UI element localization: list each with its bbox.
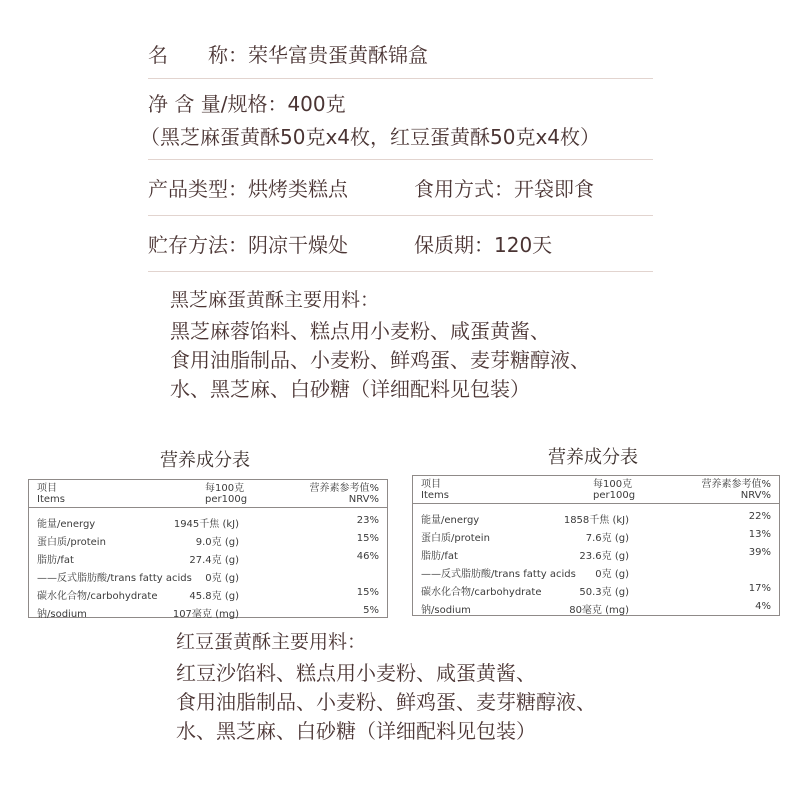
nutrition-title: 营养成分表 [160, 450, 250, 471]
row-name: 脂肪/fat [421, 551, 458, 562]
row-name: 蛋白质/protein [37, 537, 106, 548]
row-value: 7.6克 (g) [585, 533, 629, 544]
usage-label: 食用方式： [414, 177, 514, 201]
table-row [413, 598, 779, 616]
row-nrv: 15% [356, 587, 379, 598]
table-row [29, 548, 387, 566]
row-name: 碳水化合物/carbohydrate [37, 591, 158, 602]
spec-row-storage [148, 216, 653, 272]
row-value: 1945千焦 (kJ) [173, 519, 239, 530]
product-spec [140, 28, 653, 272]
ingredients-sesame [170, 286, 590, 404]
row-name: ——反式脂肪酸/trans fatty acids [421, 569, 576, 580]
table-row [29, 566, 387, 584]
spec-row-net [140, 79, 653, 160]
name-label: 名 称： [148, 42, 248, 67]
header-per-en: per100g [593, 490, 636, 501]
header-per-cn: 每100克 [593, 479, 633, 490]
shelf-value: 120天 [494, 233, 553, 257]
row-name: 蛋白质/protein [421, 533, 490, 544]
row-name: 脂肪/fat [37, 555, 74, 566]
row-nrv: 5% [363, 605, 379, 616]
type-value: 烘烤类糕点 [248, 177, 348, 201]
ingredients-line: 红豆沙馅料、糕点用小麦粉、咸蛋黄酱、 [176, 661, 536, 685]
table-row [413, 508, 779, 526]
row-nrv: 15% [356, 533, 379, 544]
row-nrv: 22% [748, 511, 771, 522]
row-value: 45.8克 (g) [189, 591, 239, 602]
table-row [413, 526, 779, 544]
row-value: 50.3克 (g) [579, 587, 629, 598]
row-name: 碳水化合物/carbohydrate [421, 587, 542, 598]
table-row [413, 580, 779, 598]
header-item-en: Items [37, 494, 65, 505]
ingredients-title: 红豆蛋黄酥主要用料： [176, 631, 367, 653]
row-value: 27.4克 (g) [189, 555, 239, 566]
row-name: 能量/energy [37, 519, 96, 530]
ingredients-line: 水、黑芝麻、白砂糖（详细配料见包装） [176, 719, 536, 743]
header-item-cn: 项目 [37, 483, 57, 494]
header-per-en: per100g [205, 494, 248, 505]
nutrition-table-right [412, 475, 780, 616]
ingredients-line: 水、黑芝麻、白砂糖（详细配料见包装） [170, 377, 530, 401]
net-label: 净 含 量/规格： [148, 92, 288, 116]
row-nrv: 13% [748, 529, 771, 540]
ingredients-redbean [176, 628, 596, 746]
table-row [29, 602, 387, 620]
nutrition-title: 营养成分表 [548, 447, 638, 468]
row-value: 80毫克 (mg) [569, 605, 629, 616]
row-nrv: 17% [748, 583, 771, 594]
net-value: 400克 [287, 92, 346, 116]
row-nrv: 4% [755, 601, 771, 612]
row-name: 钠/sodium [37, 609, 87, 620]
table-row [413, 544, 779, 562]
table-header [413, 476, 779, 504]
net-detail: （黑芝麻蛋黄酥50克x4枚，红豆蛋黄酥50克x4枚） [140, 125, 601, 149]
header-per-cn: 每100克 [205, 483, 245, 494]
spec-row-name [148, 28, 653, 79]
table-row [413, 562, 779, 580]
spec-row-type [148, 160, 653, 216]
table-row [29, 512, 387, 530]
header-item-cn: 项目 [421, 479, 441, 490]
table-row [29, 530, 387, 548]
ingredients-title: 黑芝麻蛋黄酥主要用料： [170, 289, 380, 311]
row-name: 钠/sodium [421, 605, 471, 616]
row-value: 0克 (g) [595, 569, 629, 580]
row-nrv: 23% [356, 515, 379, 526]
table-row [29, 584, 387, 602]
row-nrv: 39% [748, 547, 771, 558]
ingredients-line: 黑芝麻蓉馅料、糕点用小麦粉、咸蛋黄酱、 [170, 319, 550, 343]
row-name: ——反式脂肪酸/trans fatty acids [37, 573, 192, 584]
row-value: 9.0克 (g) [195, 537, 239, 548]
row-nrv: 46% [356, 551, 379, 562]
storage-value: 阴凉干燥处 [248, 233, 348, 257]
type-label: 产品类型： [148, 177, 248, 201]
ingredients-line: 食用油脂制品、小麦粉、鲜鸡蛋、麦芽糖醇液、 [170, 348, 590, 372]
header-nrv-en: NRV% [740, 490, 771, 501]
header-nrv-cn: 营养素参考值% [701, 479, 771, 490]
name-value: 荣华富贵蛋黄酥锦盒 [248, 42, 428, 67]
nutrition-table-left [28, 479, 388, 618]
row-value: 107毫克 (mg) [172, 609, 239, 620]
header-nrv-en: NRV% [348, 494, 379, 505]
table-header [29, 480, 387, 508]
usage-value: 开袋即食 [514, 177, 594, 201]
row-name: 能量/energy [421, 515, 480, 526]
header-item-en: Items [421, 490, 449, 501]
shelf-label: 保质期： [414, 233, 494, 257]
ingredients-line: 食用油脂制品、小麦粉、鲜鸡蛋、麦芽糖醇液、 [176, 690, 596, 714]
header-nrv-cn: 营养素参考值% [309, 483, 379, 494]
row-value: 1858千焦 (kJ) [563, 515, 629, 526]
row-value: 0克 (g) [205, 573, 239, 584]
storage-label: 贮存方法： [148, 233, 248, 257]
row-value: 23.6克 (g) [579, 551, 629, 562]
